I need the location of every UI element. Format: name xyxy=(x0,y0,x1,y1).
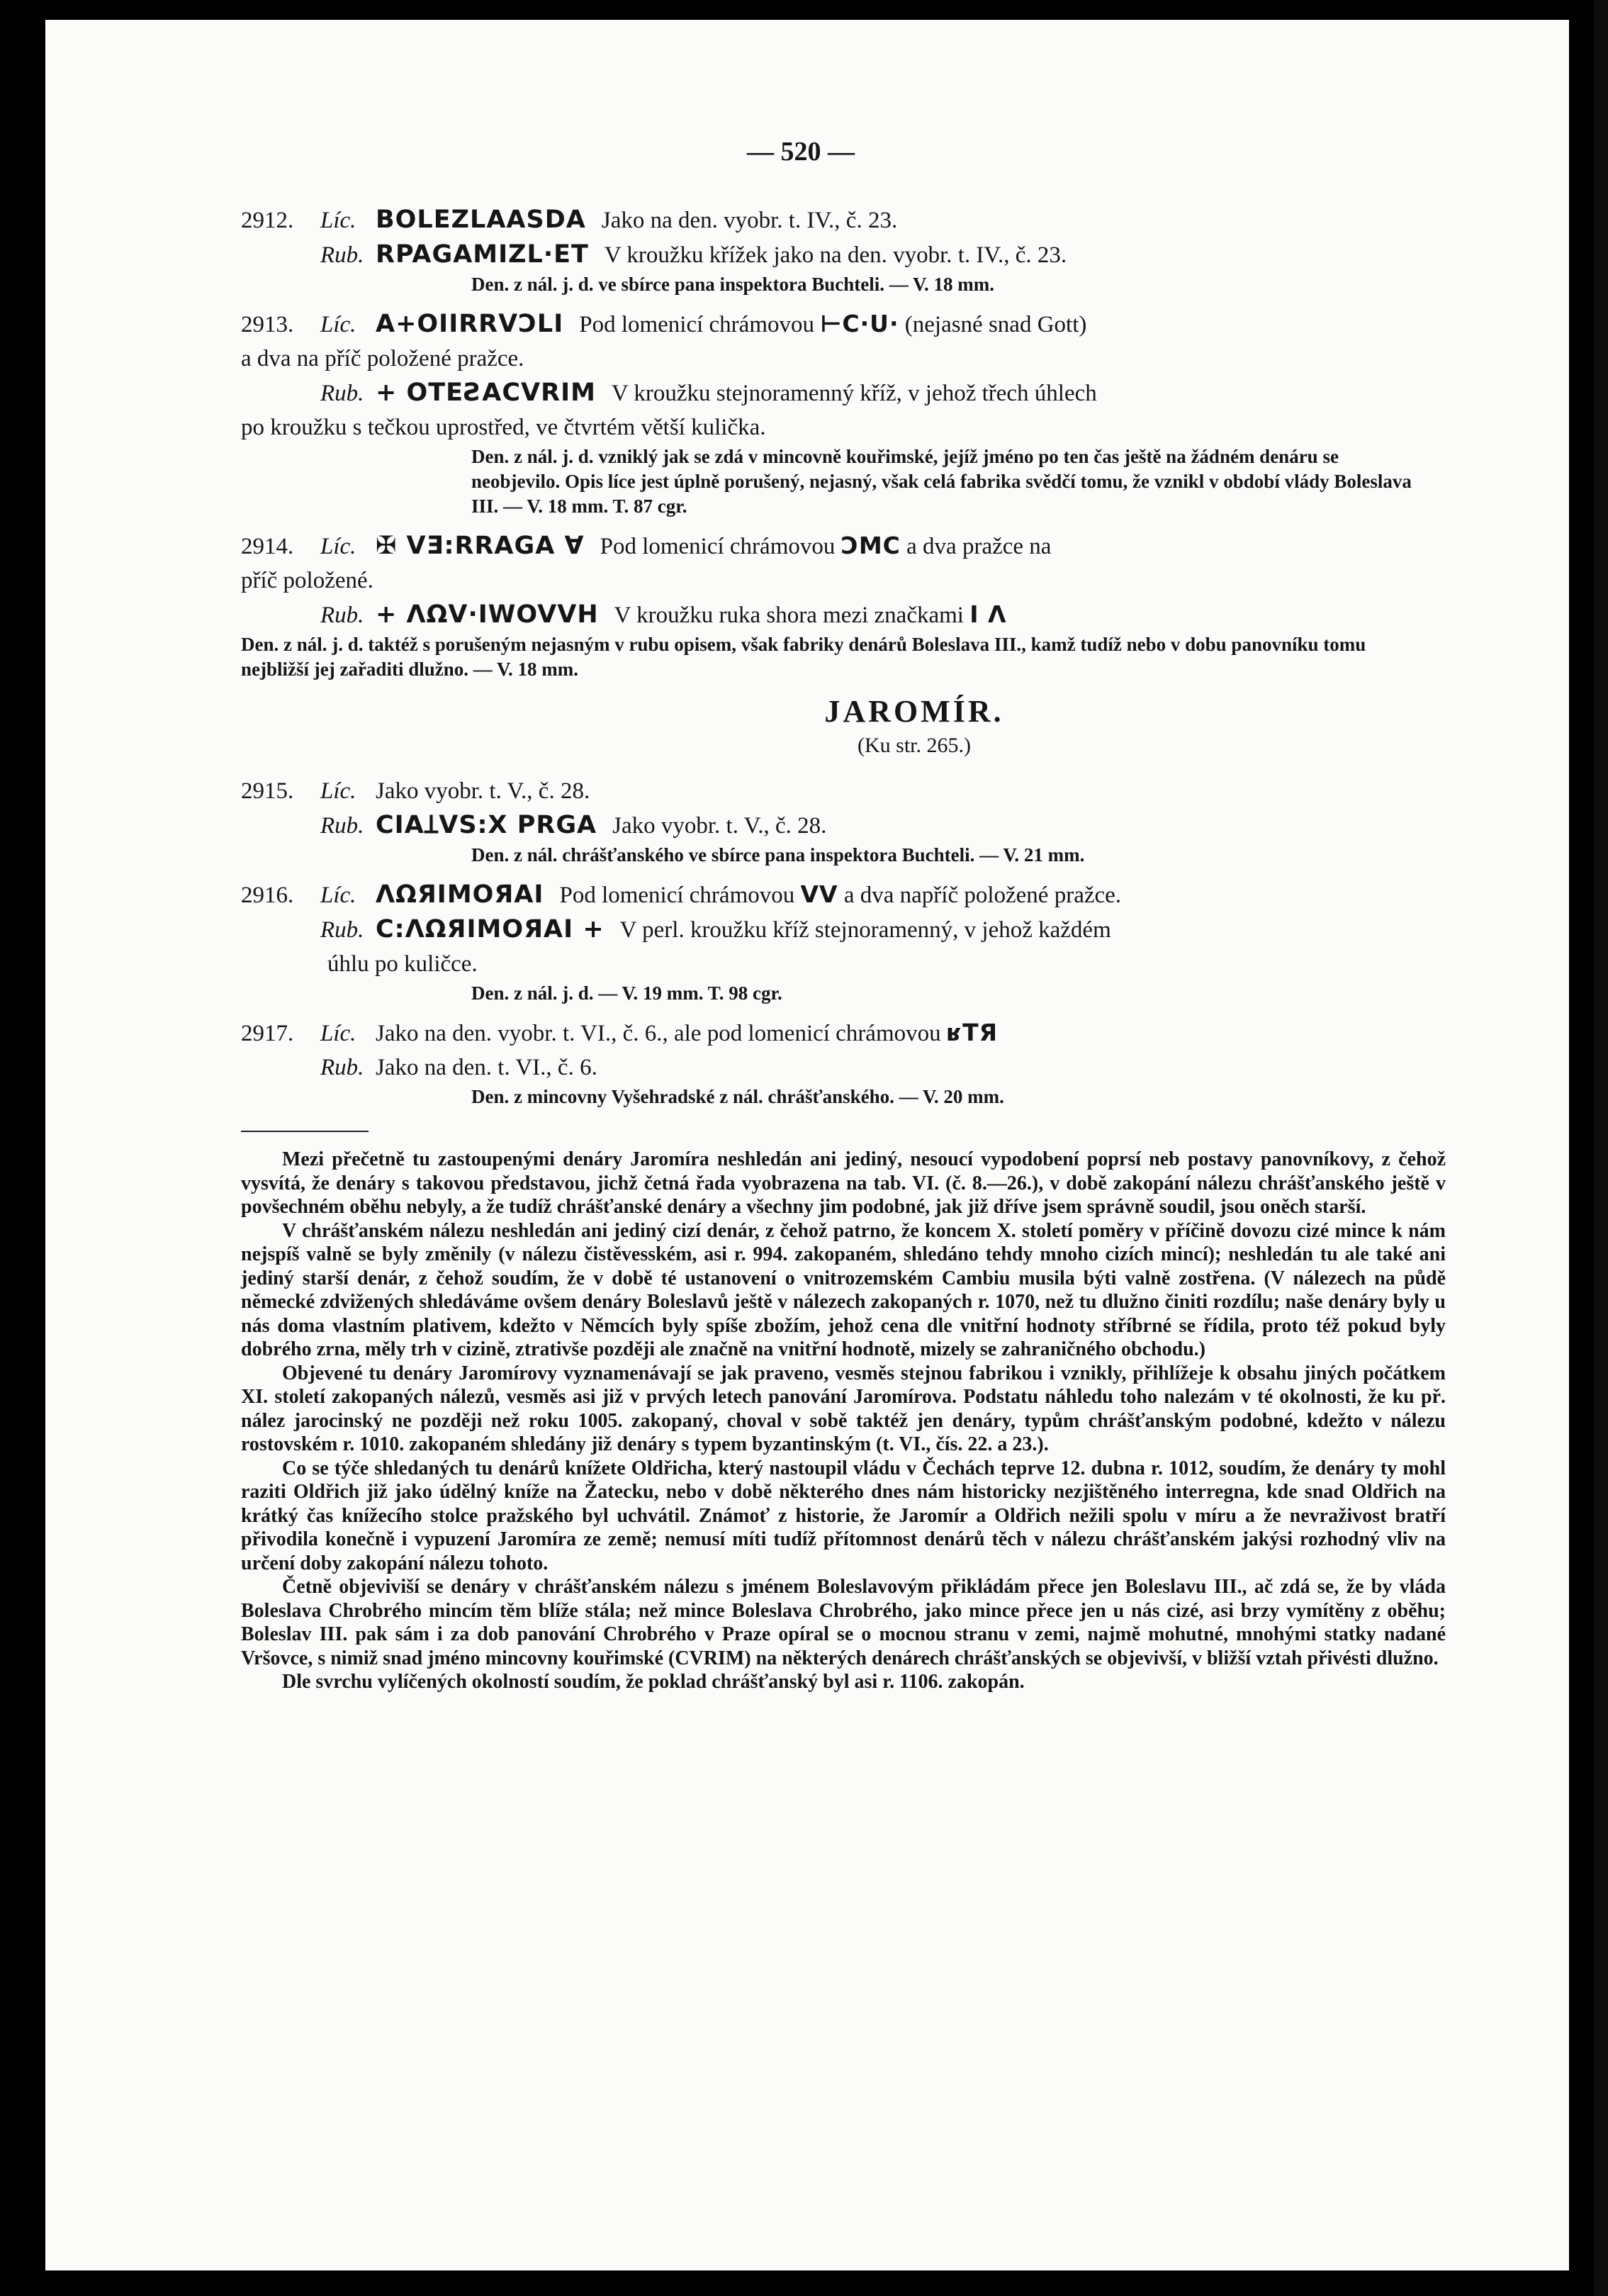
reverse-label: Rub. xyxy=(320,242,364,268)
catalog-entry xyxy=(241,774,1446,868)
reverse-legend: CIAꞱVS:X PRGA xyxy=(376,811,597,839)
reverse-description: Jako na den. t. VI., č. 6. xyxy=(376,1055,597,1080)
entry-number: 2912. xyxy=(241,208,294,233)
obverse-continuation: a dva na příč položené pražce. xyxy=(241,346,524,371)
obverse-description-after: a dva napříč položené pražce. xyxy=(843,883,1122,908)
commentary-paragraph: Mezi přečetně tu zastoupenými denáry Jaromíra neshledán ani jediný, nesoucí vypodobení poprsí neb postavy panovníkovy, z čehož vysvítá, že denáry s takovou představou, jichž četná řada vyobrazena na tab. VI. (č. 8.—26.), v době zakopání nálezu chrášťanského ještě v povšechném oběhu nebyly, a že tudíž chrášťanské denáry a všechny jim podobné, jak již dříve jsem správně soudil, jsou oněch starší. xyxy=(241,1148,1446,1218)
obverse-legend: A+OIIRRVƆLI xyxy=(376,310,564,338)
commentary-paragraph: Dle svrchu vylíčených okolností soudím, že poklad chrášťanský byl asi r. 1106. zakopán. xyxy=(282,1671,1025,1693)
obverse-legend: BOLEZLAASDA xyxy=(376,206,586,234)
obverse-description: Jako na den. vyobr. t. IV., č. 23. xyxy=(601,208,898,233)
reverse-label: Rub. xyxy=(320,603,364,628)
obverse-inline-legend: ƆMC xyxy=(840,532,901,559)
catalog-entry xyxy=(241,529,1446,682)
reverse-legend: Ⅽ:ΛΩЯIMOЯAI + xyxy=(376,915,605,943)
section-subtitle: (Ku str. 265.) xyxy=(858,734,971,757)
reverse-legend: + ΛΩV·IWOVVH xyxy=(376,600,599,629)
entry-note: Den. z mincovny Vyšehradské z nál. chrášťanského. — V. 20 mm. xyxy=(471,1086,1004,1107)
catalog-entry xyxy=(241,1016,1446,1109)
obverse-description: Pod lomenicí chrámovou xyxy=(579,312,814,337)
obverse-label: Líc. xyxy=(320,312,356,337)
obverse-inline-legend: ⊢C·U· xyxy=(820,310,899,337)
document-page xyxy=(241,135,1446,1694)
obverse-continuation: příč položené. xyxy=(241,568,373,593)
reverse-description: V perl. kroužku kříž stejnoramenný, v jehož každém xyxy=(619,917,1111,943)
reverse-legend: + OTEƧACVRIM xyxy=(376,379,596,407)
obverse-description-after: a dva pražce na xyxy=(906,534,1052,559)
entry-note: Den. z nál. j. d. — V. 19 mm. T. 98 cgr. xyxy=(471,982,782,1004)
commentary-paragraph: Četně objeviviší se denáry v chrášťanském nálezu s jménem Boleslavovým přikládám přece jen Boleslavu III., ač zdá se, že by vláda Boleslava Chrobrého mincím těm blíže stála; než mince Boleslava Chrobrého, jako mince přece jen u nás cizé, asi brzy vymítěny z oběhu; Boleslav III. pak sám i za dob panování Chrobrého v Praze opíral se o mocnou stranu v zemi, najmě mohutné, mnohými statky nadané Vršovce, s nimiž snad jméno mincovny kouřimské (CVRIM) na některých denárech chrášťanských se objevivší, v bližší vztah přivésti dlužno. xyxy=(241,1576,1446,1669)
entry-note: Den. z nál. j. d. taktéž s porušeným nejasným v rubu opisem, však fabriky denárů Boleslava III., kamž tudíž nebo v dobu panovníku tomu nejbližší jej zařaditi dlužno. — V. 18 mm. xyxy=(241,634,1366,680)
catalog-entry xyxy=(241,203,1446,297)
entry-number: 2914. xyxy=(241,534,294,559)
entry-note: Den. z nál. j. d. vzniklý jak se zdá v mincovně kouřimské, jejíž jméno po ten čas ještě na žádném denáru se neobjevilo. Opis líce jest úplně porušený, nejasný, však celá fabrika svědčí tomu, že vznikl v období vlády Boleslava III. — V. 18 mm. T. 87 cgr. xyxy=(471,446,1412,517)
reverse-description: Jako vyobr. t. V., č. 28. xyxy=(612,813,827,839)
reverse-continuation: úhlu po kuličce. xyxy=(327,951,478,977)
obverse-description: Jako vyobr. t. V., č. 28. xyxy=(376,778,590,804)
entry-number: 2913. xyxy=(241,312,294,337)
reverse-legend: RPAGAMIZL·ET xyxy=(376,240,589,269)
obverse-inline-legend: VV xyxy=(800,880,838,908)
commentary-paragraph: V chrášťanském nálezu neshledán ani jediný cizí denár, z čehož patrno, že koncem X. století poměry v příčině dovozu cizé mince k nám nejspíš valně se byly změnily (v nálezu čistěvesském, asi r. 994. zakopaném, shledáno tehdy mnoho cizích mincí); neshledán tu ale také ani jediný starší denár, z čehož soudím, že v době té ustanovení o vnitrozemském Cambiu musila býti valně zostřena. (V nálezech na půdě německé zdvižených shledáváme ovšem denáry Boleslavů ještě v nálezech zakopaných r. 1070, než tu dlužno činiti rozdílu; naše denáry byly u nás doma vlastním plativem, kdežto v Němcích byly spíše zbožím, jehož cena dle vnitřní hodnoty stříbrné se řídila, proto též pokud byly dobrého zrna, měly trh v cizině, ztrativše později ale značně na vnitřní hodnotě, mizely se zahraničného obchodu.) xyxy=(241,1219,1446,1360)
divider xyxy=(241,1131,369,1132)
entry-number: 2916. xyxy=(241,883,294,908)
obverse-description: Jako na den. vyobr. t. VI., č. 6., ale pod lomenicí chrámovou xyxy=(376,1021,941,1046)
obverse-description: Pod lomenicí chrámovou xyxy=(559,883,795,908)
obverse-label: Líc. xyxy=(320,883,356,908)
obverse-label: Líc. xyxy=(320,778,356,804)
reverse-description: V kroužku stejnoramenný kříž, v jehož třech úhlech xyxy=(611,381,1097,406)
entry-number: 2915. xyxy=(241,778,294,804)
reverse-label: Rub. xyxy=(320,381,364,406)
reverse-label: Rub. xyxy=(320,917,364,943)
obverse-legend: ΛΩЯIMOЯAI xyxy=(376,880,544,909)
obverse-label: Líc. xyxy=(320,534,356,559)
catalog-entry xyxy=(241,307,1446,519)
entry-note: Den. z nál. j. d. ve sbírce pana inspektora Buchteli. — V. 18 mm. xyxy=(471,274,995,295)
reverse-description: V kroužku křížek jako na den. vyobr. t. IV., č. 23. xyxy=(604,242,1067,268)
reverse-continuation: po kroužku s tečkou uprostřed, ve čtvrtém větší kulička. xyxy=(241,415,766,440)
entry-number: 2917. xyxy=(241,1021,294,1046)
obverse-description-after: (nejasné snad Gott) xyxy=(904,312,1087,337)
section-title: JAROMÍR. xyxy=(824,694,1004,729)
obverse-label: Líc. xyxy=(320,1021,356,1046)
reverse-inline-legend: I Λ xyxy=(969,600,1007,628)
obverse-legend: ✠ VƎ:RRAGA ∀ xyxy=(376,532,585,560)
reverse-label: Rub. xyxy=(320,813,364,839)
scan-edge xyxy=(1594,0,1608,2296)
reverse-label: Rub. xyxy=(320,1055,364,1080)
catalog-entry xyxy=(241,878,1446,1006)
obverse-description: Pod lomenicí chrámovou xyxy=(600,534,836,559)
obverse-label: Líc. xyxy=(320,208,356,233)
obverse-inline-legend: ʁTЯ xyxy=(946,1019,998,1046)
commentary xyxy=(241,1148,1446,1694)
reverse-description: V kroužku ruka shora mezi značkami xyxy=(614,603,964,628)
page-number: — 520 — xyxy=(747,137,855,167)
commentary-paragraph: Objevené tu denáry Jaromírovy vyznamenávají se jak praveno, vesměs stejnou fabrikou i vznikly, přihlížeje k obsahu jiných počátkem XI. století zakopaných nálezů, vesměs asi již v prvých letech panování Jaromírova. Podstatu náhledu toho nalezám v té okolnosti, že ku př. nález jarocinský ne později než roku 1005. zakopaný, choval v sobě taktéž jen denáry, typům chrášťanským podobné, kdežto v nálezu rostovském r. 1010. zakopaném shledány již denáry s typem byzantinským (t. VI., čís. 22. a 23.). xyxy=(241,1362,1446,1455)
entry-note: Den. z nál. chrášťanského ve sbírce pana inspektora Buchteli. — V. 21 mm. xyxy=(471,844,1085,866)
commentary-paragraph: Co se týče shledaných tu denárů knížete Oldřicha, který nastoupil vládu v Čechách teprve 12. dubna r. 1012, soudím, že denáry ty mohl raziti Oldřich již jako údělný kníže na Žatecku, nebo v době některého dnes nám historicky nezjištěného interregna, kde snad Oldřich na krátký čas knížecího stolce pražského byl uchvátil. Známoť z historie, že Jaromír a Oldřich nežili spolu v míru a že nevraživost bratří přivodila konečně i vypuzení Jaromíra ze země; nemusí míti tudíž přítomnost denárů těch v nálezu chrášťanském jakýsi rozhodný vliv na určení doby zakopání nálezu tohoto. xyxy=(241,1457,1446,1574)
